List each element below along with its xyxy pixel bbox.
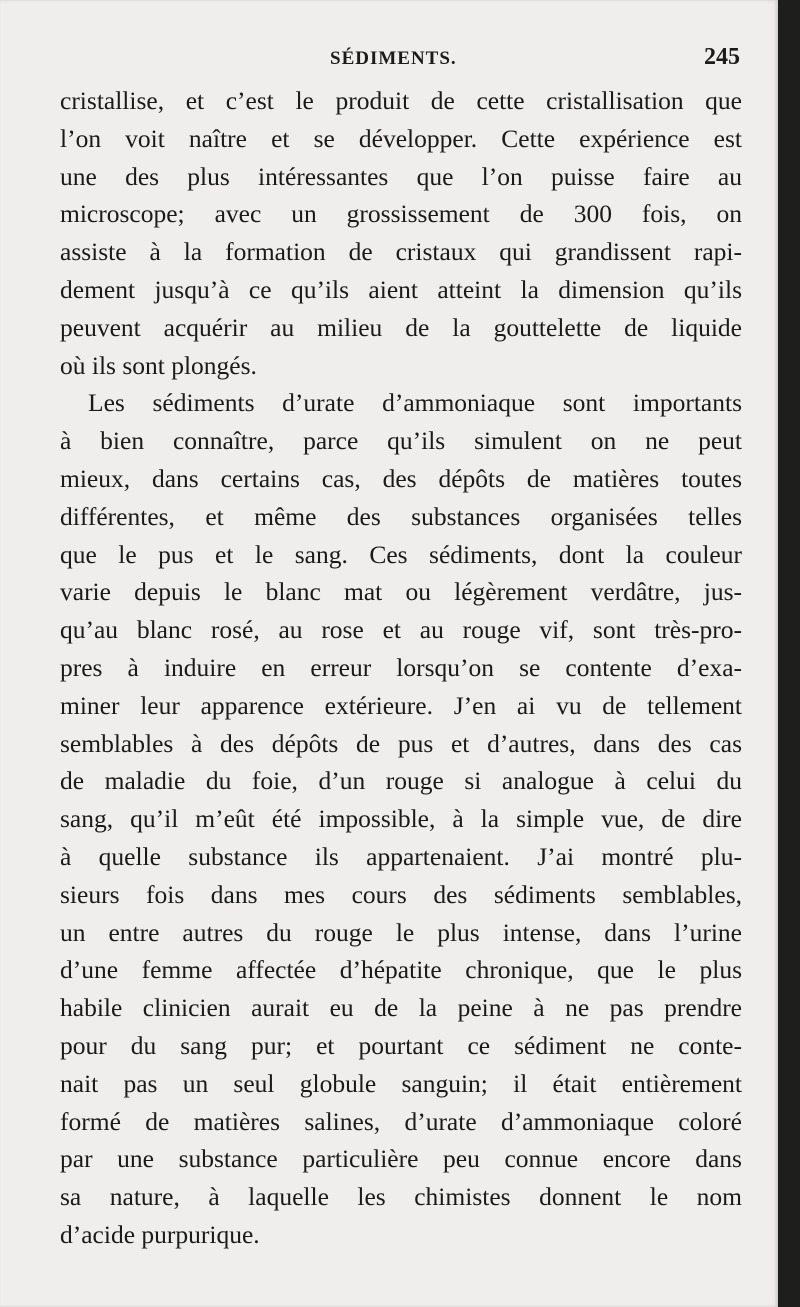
paragraph bbox=[60, 82, 742, 384]
paragraph bbox=[60, 384, 742, 1253]
page-number: 245 bbox=[704, 44, 740, 70]
text-line: de maladie du foie, d’un rouge si analogue à celui du bbox=[60, 766, 742, 796]
text-line: sieurs fois dans mes cours des sédiments semblables, bbox=[60, 879, 742, 909]
text-line: à quelle substance ils appartenaient. J’ai montré plu- bbox=[60, 841, 742, 871]
text-line: d’acide purpurique. bbox=[60, 1219, 260, 1249]
body-text bbox=[60, 82, 742, 1254]
text-line: pour du sang pur; et pourtant ce sédiment ne conte- bbox=[60, 1030, 742, 1060]
text-line: mieux, dans certains cas, des dépôts de matières toutes bbox=[60, 463, 742, 493]
text-line: formé de matières salines, d’urate d’ammoniaque coloré bbox=[60, 1106, 742, 1136]
text-line: assiste à la formation de cristaux qui grandissent rapi- bbox=[60, 237, 742, 267]
text-line: d’une femme affectée d’hépatite chronique, que le plus bbox=[60, 955, 742, 985]
text-line: qu’au blanc rosé, au rose et au rouge vif, sont très-pro- bbox=[60, 615, 742, 645]
text-line: pres à induire en erreur lorsqu’on se contente d’exa- bbox=[60, 652, 742, 682]
text-line: différentes, et même des substances organisées telles bbox=[60, 501, 742, 531]
text-line: microscope; avec un grossissement de 300 fois, on bbox=[60, 199, 742, 229]
text-line: un entre autres du rouge le plus intense, dans l’urine bbox=[60, 917, 742, 947]
text-line: sa nature, à laquelle les chimistes donnent le nom bbox=[60, 1182, 742, 1212]
text-line: où ils sont plongés. bbox=[60, 350, 257, 380]
text-line: l’on voit naître et se développer. Cette expérience est bbox=[60, 123, 742, 153]
text-line: cristallise, et c’est le produit de cette cristallisation que bbox=[60, 86, 742, 115]
running-head: SÉDIMENTS. bbox=[330, 48, 457, 69]
text-line: varie depuis le blanc mat ou légèrement verdâtre, jus- bbox=[60, 577, 742, 607]
page-header bbox=[60, 44, 740, 80]
text-line: nait pas un seul globule sanguin; il était entièrement bbox=[60, 1068, 742, 1098]
text-line: peuvent acquérir au milieu de la gouttelette de liquide bbox=[60, 312, 742, 342]
text-line: miner leur apparence extérieure. J’en ai vu de tellement bbox=[60, 690, 742, 720]
text-line: sang, qu’il m’eût été impossible, à la simple vue, de dire bbox=[60, 804, 742, 834]
text-line: une des plus intéressantes que l’on puisse faire au bbox=[60, 161, 742, 191]
text-line: que le pus et le sang. Ces sédiments, dont la couleur bbox=[60, 539, 742, 569]
text-line: semblables à des dépôts de pus et d’autres, dans des cas bbox=[60, 728, 742, 758]
text-line: par une substance particulière peu connue encore dans bbox=[60, 1144, 742, 1174]
text-line: dement jusqu’à ce qu’ils aient atteint la dimension qu’ils bbox=[60, 274, 742, 304]
text-line: à bien connaître, parce qu’ils simulent on ne peut bbox=[60, 426, 742, 456]
text-line: habile clinicien aurait eu de la peine à ne pas prendre bbox=[60, 993, 742, 1023]
text-line: Les sédiments d’urate d’ammoniaque sont importants bbox=[88, 388, 742, 418]
